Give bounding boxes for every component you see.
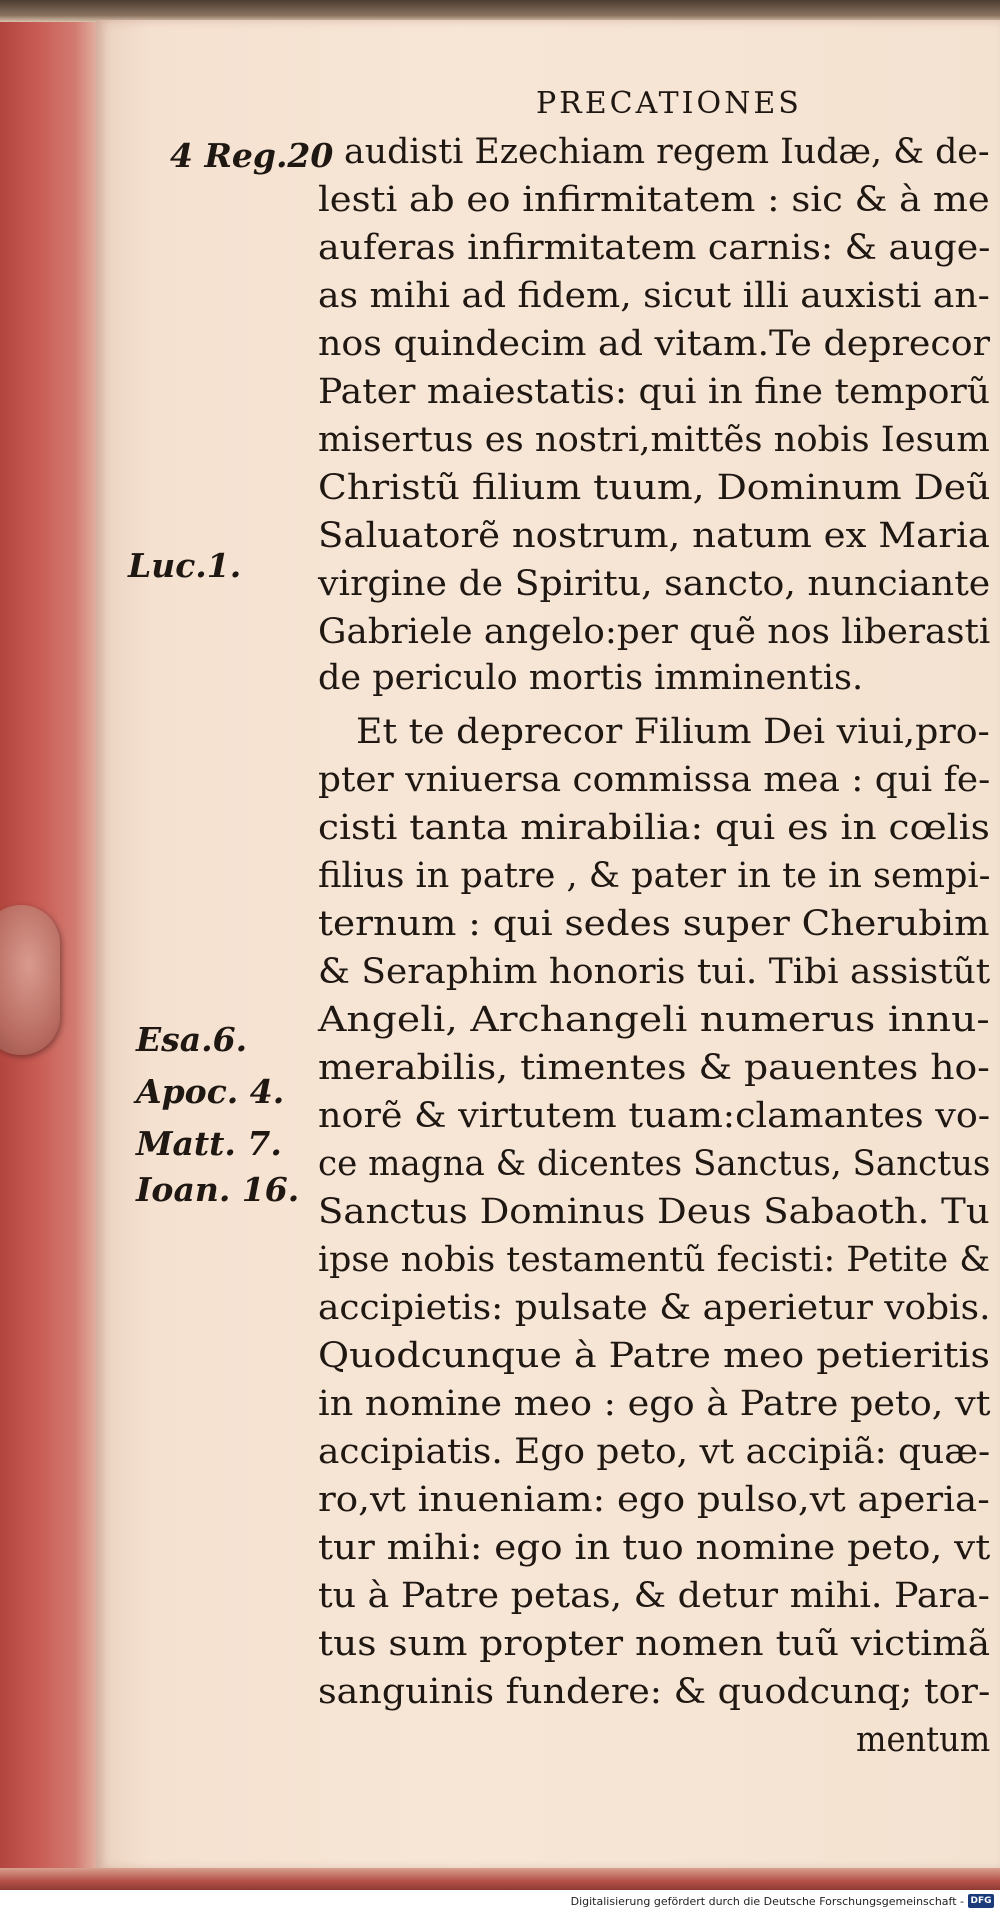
text-line: virgine de Spiritu, sancto, nunciante: [318, 564, 991, 604]
text-line: cisti tanta mirabilia: qui es in cœlis: [318, 808, 990, 848]
catchword: mentum: [856, 1720, 991, 1760]
text-line: de periculo mortis imminentis.: [318, 658, 864, 698]
text-line: ternum : qui sedes super Cherubim: [318, 904, 990, 944]
text-line: norẽ & virtutem tuam:clamantes vo-: [318, 1096, 991, 1136]
side-note: 4 Reg.20: [170, 136, 334, 175]
text-line: in nomine meo : ego à Patre peto, vt: [318, 1384, 991, 1424]
text-line: Et te deprecor Filium Dei viui,pro-: [356, 712, 990, 752]
text-line: Gabriele angelo:per quẽ nos liberasti: [318, 612, 991, 652]
text-line: merabilis, timentes & pauentes ho-: [318, 1048, 990, 1088]
text-line: tu à Patre petas, & detur mihi. Para-: [318, 1576, 990, 1616]
text-line: Sanctus Dominus Deus Sabaoth. Tu: [318, 1192, 990, 1232]
side-note: Matt. 7.: [136, 1124, 282, 1163]
text-line: misertus es nostri,mittẽs nobis Iesum: [318, 420, 990, 460]
text-line: audisti Ezechiam regem Iudæ, & de-: [344, 132, 990, 172]
side-note: Apoc. 4.: [136, 1072, 285, 1111]
text-line: filius in patre , & pater in te in sempi-: [318, 856, 991, 896]
text-line: Quodcunque à Patre meo petieritis: [318, 1336, 990, 1376]
running-head: PRECATIONES: [536, 86, 802, 121]
footer-bar: [0, 1890, 1000, 1913]
text-line: sanguinis fundere: & quodcunq; tor-: [318, 1672, 991, 1712]
text-line: & Seraphim honoris tui. Tibi assistũt: [318, 952, 991, 992]
text-line: tus sum propter nomen tuũ victimã: [318, 1624, 991, 1664]
funding-notice: Digitalisierung gefördert durch die Deutsche Forschungsgemeinschaft -: [570, 1895, 964, 1908]
side-note: Ioan. 16.: [136, 1170, 300, 1209]
text-line: pter vniuersa commissa mea : qui fe-: [318, 760, 991, 800]
text-line: Saluatorẽ nostrum, natum ex Maria: [318, 516, 990, 556]
text-line: accipietis: pulsate & aperietur vobis.: [318, 1288, 991, 1328]
side-note: Esa.6.: [136, 1020, 248, 1059]
text-line: tur mihi: ego in tuo nomine peto, vt: [318, 1528, 991, 1568]
text-line: Christũ filium tuum, Dominum Deũ: [318, 468, 991, 508]
text-line: Pater maiestatis: qui in fine temporũ: [318, 372, 991, 412]
side-note: Luc.1.: [128, 546, 242, 585]
text-line: auferas infirmitatem carnis: & auge-: [318, 228, 991, 268]
text-line: lesti ab eo infirmitatem : sic & à me: [318, 180, 990, 220]
text-line: ro,vt inueniam: ego pulso,vt aperia-: [318, 1480, 990, 1520]
text-line: nos quindecim ad vitam.Te deprecor: [318, 324, 991, 364]
dfg-logo: DFG: [968, 1894, 994, 1908]
text-line: as mihi ad fidem, sicut illi auxisti an-: [318, 276, 990, 316]
text-line: Angeli, Archangeli numerus innu-: [318, 1000, 990, 1040]
text-line: ipse nobis testamentũ fecisti: Petite &: [318, 1240, 991, 1280]
text-line: accipiatis. Ego peto, vt accipiã: quæ-: [318, 1432, 991, 1472]
text-line: ce magna & dicentes Sanctus, Sanctus: [318, 1144, 991, 1184]
